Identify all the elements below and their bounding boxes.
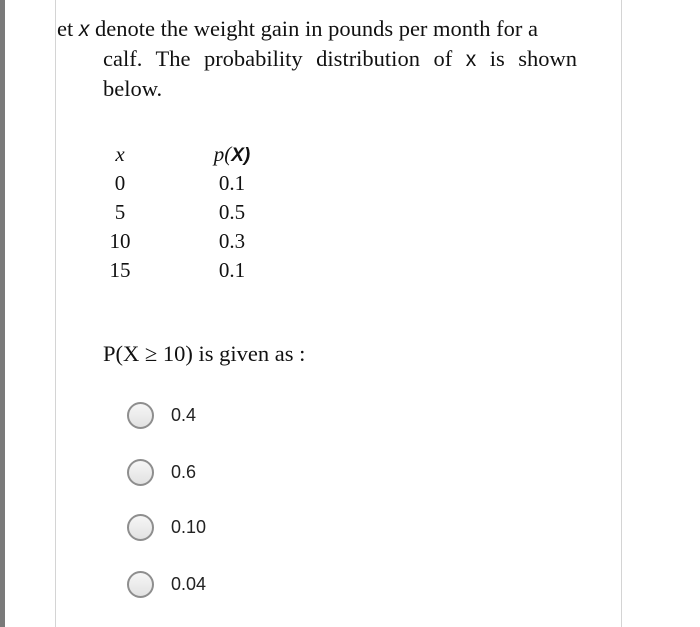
option-label: 0.10 [171,516,207,537]
table-row [103,256,263,285]
cell-p: 0.1 [218,258,246,282]
question-line-1-end: denote the weight gain in pounds per month for a [89,16,539,41]
cell-p: 0.5 [218,200,246,224]
left-scroll-bar [0,0,5,627]
table-row [103,227,263,256]
question-line-3: below. [103,76,163,101]
question-text [57,14,577,103]
question-variable: x [78,18,90,41]
answer-option-3[interactable] [127,511,206,543]
option-label: 0.04 [171,573,207,594]
cell-p: 0.3 [218,229,246,253]
question-line-1 [57,14,577,44]
probability-table [103,140,263,285]
question-line-2-start: calf. The probability distribution of [103,46,466,71]
header-p [201,140,263,169]
answer-option-4[interactable] [127,568,206,600]
content-left-border [55,0,56,627]
radio-button[interactable] [127,514,154,541]
option-label: 0.6 [171,461,197,482]
header-p-variable: X [231,145,244,166]
question-prompt: P(X ≥ 10) is given as : [103,341,306,366]
content-right-border [621,0,622,627]
cell-x: 0 [114,171,126,195]
option-label: 0.4 [171,404,197,425]
header-x: x [115,142,125,166]
question-line-2 [57,44,577,74]
cell-x: 5 [114,200,126,224]
question-line-2-variable: x [465,48,477,71]
question-line-1-start: et [57,16,79,41]
cell-x: 15 [109,258,131,282]
answer-option-2[interactable] [127,456,196,488]
table-gap [137,140,201,169]
radio-button[interactable] [127,402,154,429]
table-header-row [103,140,263,169]
answer-option-1[interactable] [127,399,196,431]
table-row [103,198,263,227]
header-p-close: ) [243,145,251,166]
table-row [103,169,263,198]
cell-p: 0.1 [218,171,246,195]
radio-button[interactable] [127,459,154,486]
radio-button[interactable] [127,571,154,598]
header-p-open: p( [213,142,232,166]
cell-x: 10 [109,229,131,253]
question-line-2-end: is shown [476,46,578,71]
